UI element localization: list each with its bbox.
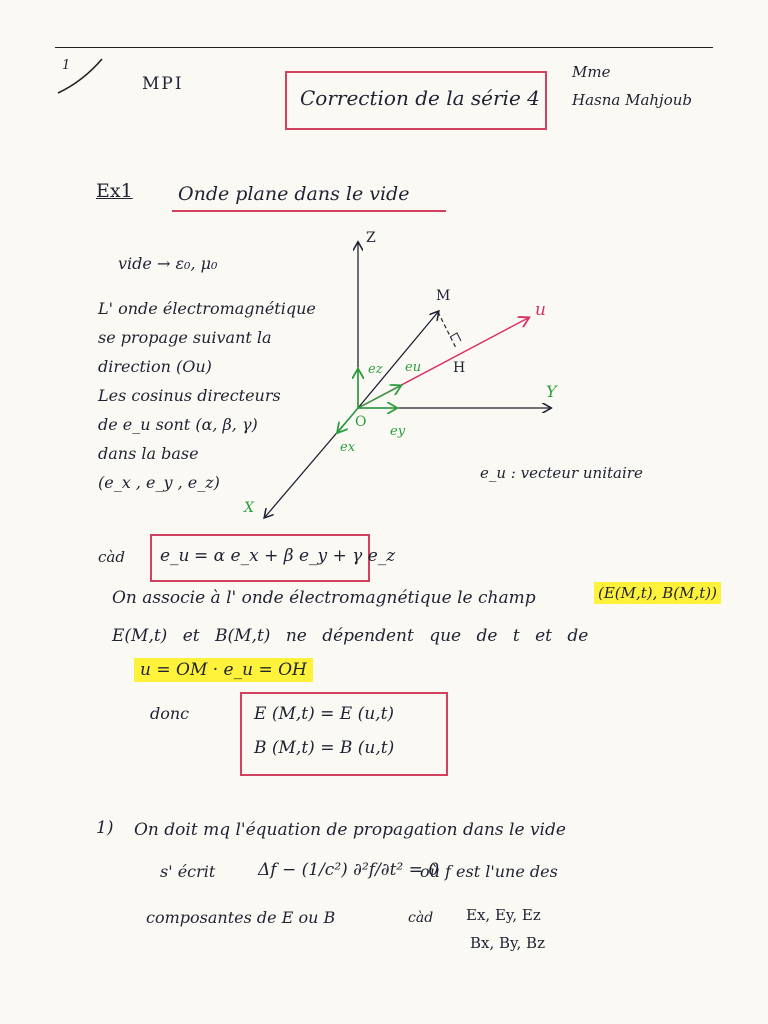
- exercise-title: Onde plane dans le vide: [178, 183, 410, 205]
- eu-formula-rhs: = α e_x + β e_y + γ e_z: [194, 546, 396, 566]
- eu-formula-lhs: e_u: [160, 546, 190, 566]
- q1-line-3: composantes de E ou B: [146, 908, 336, 927]
- top-rule: [55, 47, 713, 48]
- body-line-1: On associe à l' onde électromagnétique le champ: [112, 588, 536, 608]
- intro-line-7: (e_x , e_y , e_z): [98, 473, 220, 492]
- u-definition-highlight: [134, 658, 313, 682]
- q1-line-1: On doit mq l'équation de propagation dans le vide: [134, 820, 566, 840]
- m-label: M: [436, 288, 451, 304]
- z-label: Z: [366, 230, 376, 246]
- field-highlight: [594, 582, 721, 604]
- ey-label: ey: [390, 424, 406, 439]
- intro-line-5: de e_u sont (α, β, γ): [98, 415, 258, 434]
- ez-label: ez: [368, 362, 383, 377]
- u-label: u: [535, 300, 546, 320]
- eu-arrow: [358, 386, 400, 408]
- exercise-title-underline: [172, 210, 446, 212]
- q1-components-e: Ex, Ey, Ez: [466, 906, 541, 924]
- q1-line-2-prefix: s' écrit: [160, 862, 216, 881]
- page-mark: 1: [62, 58, 71, 73]
- cad-prefix-1: càd: [98, 548, 125, 566]
- q1-equation: Δf − (1/c²) ∂²f/∂t² = 0: [258, 860, 440, 880]
- mh-dashed: [438, 312, 456, 348]
- intro-line-1: L' onde électromagnétique: [98, 299, 316, 318]
- page-mark-slash: [50, 55, 110, 100]
- u-definition-text: u = OM · e_u = OH: [140, 660, 307, 680]
- ex-label: ex: [340, 440, 356, 455]
- q1-line-2-suffix: où f est l'une des: [420, 862, 558, 881]
- vacuum-constants: vide → ε₀, μ₀: [118, 254, 218, 273]
- q1-number: 1): [96, 818, 114, 838]
- donc-label: donc: [150, 704, 190, 723]
- intro-line-4: Les cosinus directeurs: [98, 386, 281, 405]
- teacher-title: Mme: [572, 63, 611, 81]
- b-dependency: B (M,t) = B (u,t): [254, 738, 395, 758]
- o-label: O: [355, 414, 367, 430]
- eu-label: eu: [405, 360, 422, 375]
- class-label: MPI: [142, 74, 184, 94]
- body-line-2: E(M,t) et B(M,t) ne dépendent que de t et de: [112, 626, 589, 646]
- q1-cad: càd: [408, 910, 434, 926]
- intro-line-2: se propage suivant la: [98, 328, 272, 347]
- h-label: H: [453, 360, 466, 376]
- e-dependency: E (M,t) = E (u,t): [254, 704, 395, 724]
- field-highlight-text: (E(M,t), B(M,t)): [598, 584, 717, 602]
- q1-components-b: Bx, By, Bz: [470, 934, 545, 952]
- exercise-label: Ex1: [96, 180, 133, 202]
- x-label: X: [244, 500, 254, 516]
- teacher-name: Hasna Mahjoub: [572, 91, 692, 109]
- y-label: Y: [546, 382, 557, 401]
- intro-line-6: dans la base: [98, 444, 199, 463]
- page-title: Correction de la série 4: [300, 86, 540, 110]
- om-vector: [358, 312, 438, 408]
- intro-line-3: direction (Ou): [98, 357, 212, 376]
- unit-vector-note: e_u : vecteur unitaire: [480, 464, 643, 482]
